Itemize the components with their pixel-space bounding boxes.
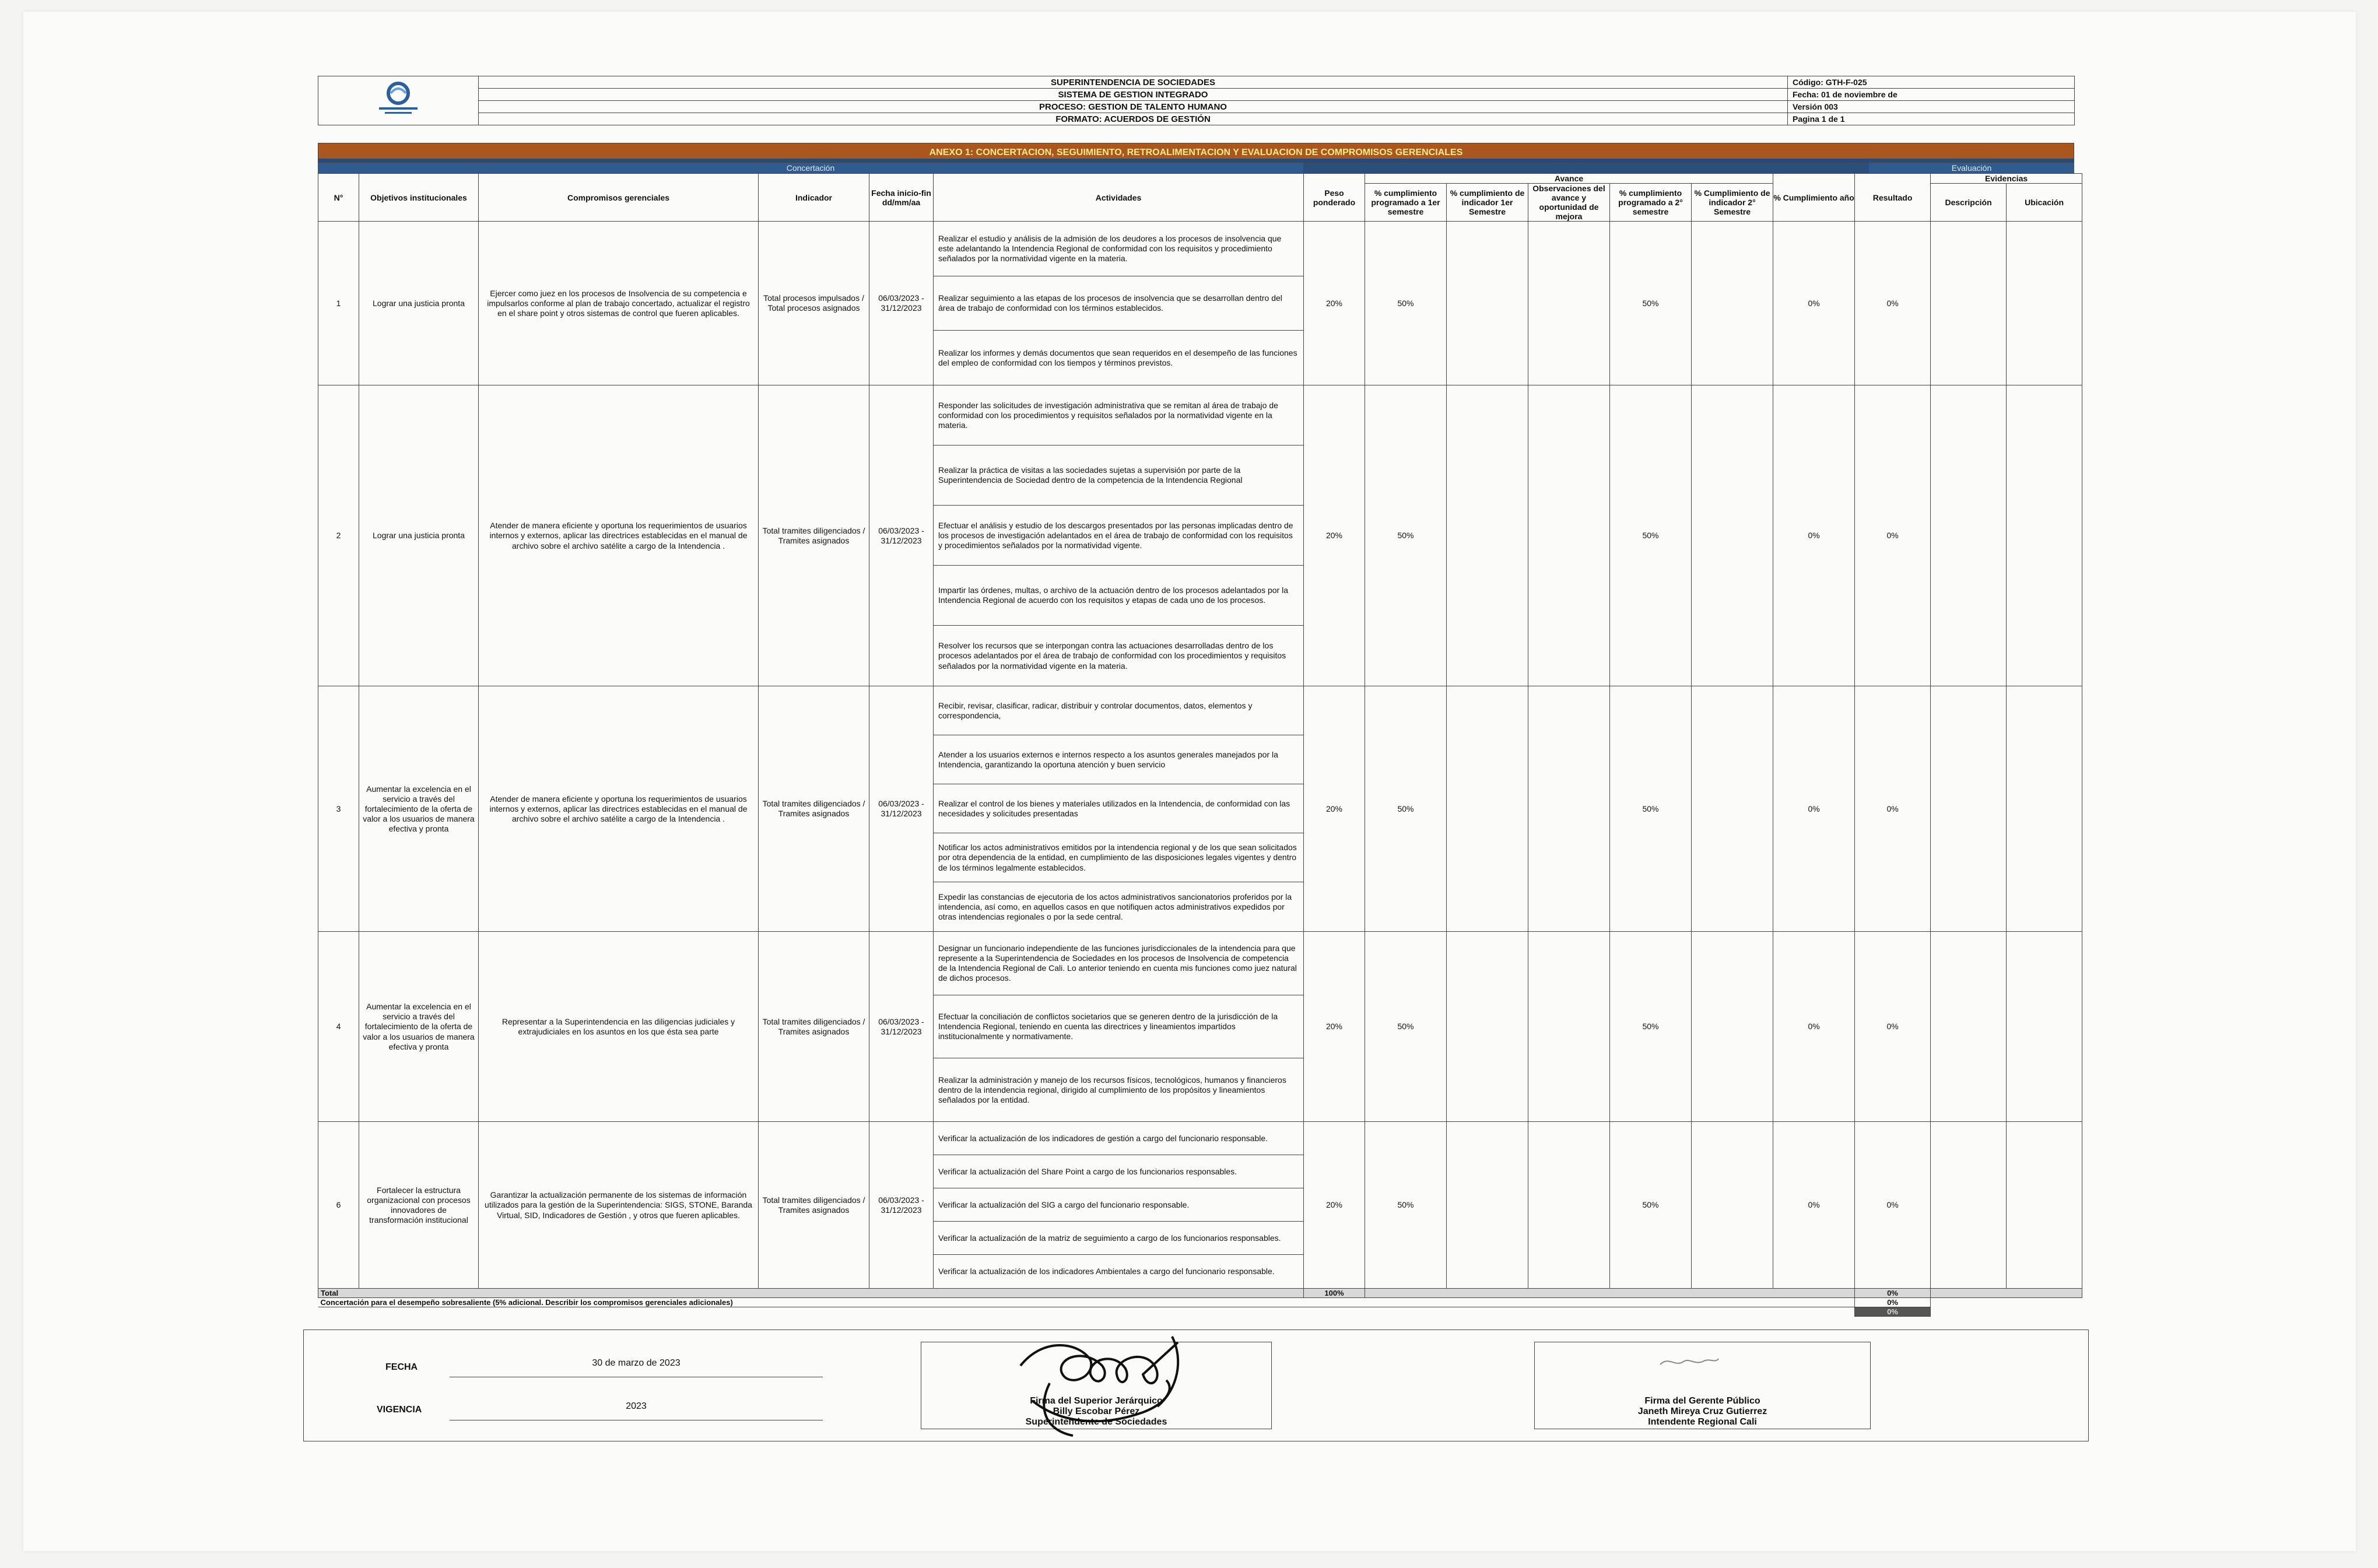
sig2-title: Intendente Regional Cali — [1648, 1417, 1757, 1427]
blank-cell — [318, 1307, 1855, 1317]
table-row — [318, 1122, 2082, 1289]
form-header — [318, 76, 2075, 125]
row-cumplimiento-ano: 0% — [1773, 222, 1855, 385]
doc-version: Versión 003 — [1788, 101, 2075, 113]
row-resultado: 0% — [1855, 385, 1931, 686]
signature-footer — [303, 1330, 2089, 1441]
activity-item: Realizar la administración y manejo de los recursos físicos, tecnológicos, humanos y financieros dentro de la intendencia regional, dirigido al cumplimiento de los propósitos y lineamientos señalados por la entidad. — [938, 1075, 1286, 1104]
row-prog2: 50% — [1610, 932, 1692, 1122]
row-prog1: 50% — [1365, 1122, 1447, 1289]
col-prog1: % cumplimiento programado a 1er semestre — [1365, 184, 1447, 222]
row-objetivo: Fortalecer la estructura organizacional con procesos innovadores de transformación institucional — [359, 1122, 479, 1289]
row-resultado: 0% — [1855, 222, 1931, 385]
row-fecha: 06/03/2023 - 31/12/2023 — [869, 222, 934, 385]
supersociedades-logo-icon — [372, 79, 425, 120]
row-fecha: 06/03/2023 - 31/12/2023 — [869, 932, 934, 1122]
row-ubicacion — [2007, 686, 2082, 932]
row-number: 1 — [318, 222, 359, 385]
row-descripcion — [1931, 222, 2007, 385]
col-ubicacion: Ubicación — [2007, 184, 2082, 222]
row-descripcion — [1931, 686, 2007, 932]
org-name: SUPERINTENDENCIA DE SOCIEDADES — [479, 76, 1788, 89]
row-fecha: 06/03/2023 - 31/12/2023 — [869, 385, 934, 686]
seguimiento-spacer — [1303, 163, 1869, 173]
superior-signature-box — [921, 1342, 1272, 1429]
row-peso: 20% — [1304, 686, 1365, 932]
doc-page: Pagina 1 de 1 — [1788, 113, 2075, 125]
fecha-label: FECHA — [385, 1362, 418, 1372]
row-observaciones — [1528, 385, 1610, 686]
row-ind1 — [1447, 686, 1528, 932]
blank-cell — [1931, 1307, 2082, 1317]
row-actividades — [934, 932, 1304, 1122]
row-ubicacion — [2007, 932, 2082, 1122]
table-row — [318, 686, 2082, 932]
col-descripcion: Descripción — [1931, 184, 2007, 222]
sig1-name: Billy Escobar Pérez — [1053, 1406, 1140, 1416]
vigencia-label: VIGENCIA — [377, 1405, 422, 1415]
col-actividades: Actividades — [934, 174, 1304, 222]
row-observaciones — [1528, 222, 1610, 385]
col-ind1: % cumplimiento de indicador 1er Semestre — [1447, 184, 1528, 222]
col-ind2: % Cumplimiento de indicador 2° Semestre — [1692, 184, 1773, 222]
row-ind2 — [1692, 222, 1773, 385]
row-objetivo: Aumentar la excelencia en el servicio a través del fortalecimiento de la oferta de valor a los usuarios de manera efectiva y pronta — [359, 932, 479, 1122]
row-cumplimiento-ano: 0% — [1773, 932, 1855, 1122]
activity-item: Verificar la actualización del Share Point a cargo de los funcionarios responsables. — [934, 1155, 1303, 1188]
row-observaciones — [1528, 932, 1610, 1122]
superior-handwritten-signature — [1009, 1325, 1195, 1453]
row-objetivo: Lograr una justicia pronta — [359, 385, 479, 686]
row-ubicacion — [2007, 1122, 2082, 1289]
activity-item: Realizar la práctica de visitas a las sociedades sujetas a supervisión por parte de la Superintendencia de Sociedad dentro de la competencia de la Intendencia Regional — [934, 446, 1303, 506]
format-name: FORMATO: ACUERDOS DE GESTIÓN — [479, 113, 1788, 125]
row-observaciones — [1528, 686, 1610, 932]
row-ind2 — [1692, 932, 1773, 1122]
acuerdo-de-gestion-form — [318, 76, 2074, 1317]
doc-code: Código: GTH-F-025 — [1788, 76, 2075, 89]
col-evidencias: Evidencias — [1931, 174, 2082, 184]
row-ind1 — [1447, 932, 1528, 1122]
table-row — [318, 932, 2082, 1122]
col-fecha: Fecha inicio-fin dd/mm/aa — [869, 174, 934, 222]
total-spacer — [1365, 1289, 1855, 1298]
row-objetivo: Lograr una justicia pronta — [359, 222, 479, 385]
row-prog2: 50% — [1610, 222, 1692, 385]
sig1-title: Superintendente de Sociedades — [1025, 1417, 1167, 1427]
row-ubicacion — [2007, 222, 2082, 385]
row-peso: 20% — [1304, 1122, 1365, 1289]
row-prog1: 50% — [1365, 385, 1447, 686]
row-actividades — [934, 1122, 1304, 1289]
activity-item: Resolver los recursos que se interpongan contra las actuaciones desarrolladas dentro de los procesos adelantados por el área de trabajo de conformidad con los procedimientos y requisitos señalados por la normatividad vigente en la materia. — [938, 641, 1286, 671]
row-prog1: 50% — [1365, 222, 1447, 385]
sig1-role: Firma del Superior Jerárquico — [1030, 1396, 1163, 1406]
activity-item: Verificar la actualización del SIG a cargo del funcionario responsable. — [934, 1188, 1303, 1222]
row-compromiso: Atender de manera eficiente y oportuna los requerimientos de usuarios internos y externos, aplicar las directrices establecidas en el manual de archivo sobre el archivo satélite a cargo de la Intendencia . — [479, 385, 759, 686]
row-prog2: 50% — [1610, 1122, 1692, 1289]
activity-item: Designar un funcionario independiente de las funciones jurisdiccionales de la intendencia para que represente a la Superintendencia de Sociedades en los procesos de Insolvencia de competencia de la Intendencia Regional de Cali. Lo anterior teniendo en cuenta mis funciones como juez natural de dichos procesos. — [934, 932, 1303, 995]
activity-item: Responder las solicitudes de investigación administrativa que se remitan al área de trabajo de conformidad con los procedimientos y requisitos señalados por la normatividad vigente en la materia. — [934, 385, 1303, 446]
row-prog1: 50% — [1365, 932, 1447, 1122]
col-indicador: Indicador — [759, 174, 869, 222]
row-ind1 — [1447, 385, 1528, 686]
row-resultado: 0% — [1855, 1122, 1931, 1289]
row-number: 3 — [318, 686, 359, 932]
row-prog2: 50% — [1610, 686, 1692, 932]
row-indicador: Total tramites diligenciados / Tramites asignados — [759, 1122, 869, 1289]
row-fecha: 06/03/2023 - 31/12/2023 — [869, 686, 934, 932]
section-bar — [318, 163, 2074, 173]
col-cumplimiento-ano: % Cumplimiento año — [1773, 174, 1855, 222]
row-ind2 — [1692, 686, 1773, 932]
activity-item: Verificar la actualización de los indicadores de gestión a cargo del funcionario responsable. — [934, 1122, 1303, 1155]
activity-item: Impartir las órdenes, multas, o archivo de la actuación dentro de los procesos adelantados por la Intendencia Regional de acuerdo con los requisitos y etapas de cada uno de los procesos. — [934, 566, 1303, 626]
row-fecha: 06/03/2023 - 31/12/2023 — [869, 1122, 934, 1289]
row-ind1 — [1447, 222, 1528, 385]
col-objetivos: Objetivos institucionales — [359, 174, 479, 222]
row-cumplimiento-ano: 0% — [1773, 385, 1855, 686]
table-row — [318, 385, 2082, 686]
row-actividades — [934, 222, 1304, 385]
activity-item: Expedir las constancias de ejecutoria de los actos administrativos sancionatorios proferidos por la intendencia, así como, en aquellos casos en que notifiquen actos administrativos expedidos por otras intendencias regionales o por la sede central. — [938, 892, 1292, 921]
row-descripcion — [1931, 932, 2007, 1122]
row-peso: 20% — [1304, 932, 1365, 1122]
table-row — [318, 222, 2082, 385]
col-compromisos: Compromisos gerenciales — [479, 174, 759, 222]
row-ind1 — [1447, 1122, 1528, 1289]
blank-cell — [1931, 1298, 2082, 1307]
row-prog1: 50% — [1365, 686, 1447, 932]
row-peso: 20% — [1304, 385, 1365, 686]
evaluacion-label: Evaluación — [1869, 163, 2074, 173]
row-resultado: 0% — [1855, 932, 1931, 1122]
row-resultado: 0% — [1855, 686, 1931, 932]
row-ind2 — [1692, 1122, 1773, 1289]
col-avance: Avance — [1365, 174, 1773, 184]
process-name: PROCESO: GESTION DE TALENTO HUMANO — [479, 101, 1788, 113]
total-peso: 100% — [1304, 1289, 1365, 1298]
total-label: Total — [318, 1289, 1304, 1298]
final-resultado: 0% — [1855, 1307, 1931, 1317]
col-peso: Peso ponderado — [1304, 174, 1365, 222]
row-number: 4 — [318, 932, 359, 1122]
col-resultado: Resultado — [1855, 174, 1931, 222]
activity-item: Notificar los actos administrativos emitidos por la intendencia regional y de los que sean solicitados por otra dependencia de la entidad, en cumplimiento de las disposiciones legales vigentes y dentro de los términos legalmente establecidos. — [934, 833, 1303, 882]
activity-item: Atender a los usuarios externos e internos respecto a los asuntos generales manejados por la Intendencia, garantizando la oportuna atención y buen servicio — [934, 735, 1303, 784]
row-number: 2 — [318, 385, 359, 686]
concertacion-label: Concertación — [318, 163, 1303, 173]
concertacion-resultado: 0% — [1855, 1298, 1931, 1307]
gerente-handwritten-signature — [1657, 1353, 1721, 1370]
row-ubicacion — [2007, 385, 2082, 686]
activity-item: Recibir, revisar, clasificar, radicar, distribuir y controlar documentos, datos, elementos y correspondencia, — [934, 686, 1303, 735]
activity-item: Realizar los informes y demás documentos que sean requeridos en el desempeño de las funciones del empleo de conformidad con los tiempos y términos previstos. — [938, 348, 1297, 367]
activity-item: Verificar la actualización de los indicadores Ambientales a cargo del funcionario responsable. — [938, 1267, 1275, 1276]
concertacion-sobresaliente-label: Concertación para el desempeño sobresaliente (5% adicional. Describir los compromisos gerenciales adicionales) — [318, 1298, 1855, 1307]
vigencia-value: 2023 — [450, 1401, 823, 1420]
row-compromiso: Atender de manera eficiente y oportuna los requerimientos de usuarios internos y externos, aplicar las directrices establecidas en el manual de archivo sobre el archivo satélite a cargo de la Intendencia . — [479, 686, 759, 932]
row-objetivo: Aumentar la excelencia en el servicio a través del fortalecimiento de la oferta de valor a los usuarios de manera efectiva y pronta — [359, 686, 479, 932]
row-indicador: Total tramites diligenciados / Tramites asignados — [759, 932, 869, 1122]
col-observaciones: Observaciones del avance y oportunidad de mejora — [1528, 184, 1610, 222]
total-resultado: 0% — [1855, 1289, 1931, 1298]
logo-cell — [318, 76, 479, 125]
activity-item: Realizar seguimiento a las etapas de los procesos de insolvencia que se desarrollan dentro del área de trabajo de conformidad con los términos establecidos. — [934, 276, 1303, 331]
row-compromiso: Ejercer como juez en los procesos de Insolvencia de su competencia e impulsarlos conforme al plan de trabajo concertado, actualizar el registro en el share point y otros sistemas de control que fueren aplicables. — [479, 222, 759, 385]
row-ind2 — [1692, 385, 1773, 686]
row-cumplimiento-ano: 0% — [1773, 1122, 1855, 1289]
activity-item: Efectuar el análisis y estudio de los descargos presentados por las personas implicadas dentro de los procesos de investigación adelantados en el área de trabajo de conformidad con los requisitos y procedimientos señalados por la normatividad vigente. — [934, 506, 1303, 566]
row-actividades — [934, 385, 1304, 686]
activity-item: Realizar el estudio y análisis de la admisión de los deudores a los procesos de insolvencia que este adelantando la Intendencia Regional de conformidad con los requisitos y procedimiento señalados por la normatividad vigente en la materia. — [934, 222, 1303, 276]
row-descripcion — [1931, 385, 2007, 686]
row-compromiso: Garantizar la actualización permanente de los sistemas de información utilizados para la gestión de la Superintendencia: SIGS, STONE, Baranda Virtual, SID, Indicadores de Gestión , y otros que fueren aplicables. — [479, 1122, 759, 1289]
sig2-name: Janeth Mireya Cruz Gutierrez — [1637, 1406, 1767, 1416]
row-prog2: 50% — [1610, 385, 1692, 686]
doc-date: Fecha: 01 de noviembre de — [1788, 89, 2075, 101]
row-indicador: Total tramites diligenciados / Tramites asignados — [759, 686, 869, 932]
annex-banner: ANEXO 1: CONCERTACION, SEGUIMIENTO, RETROALIMENTACION Y EVALUACION DE COMPROMISOS GERENCIALES — [318, 143, 2074, 163]
row-indicador: Total tramites diligenciados / Tramites asignados — [759, 385, 869, 686]
activity-item: Verificar la actualización de la matriz de seguimiento a cargo de los funcionarios responsables. — [934, 1222, 1303, 1255]
commitments-table — [318, 173, 2082, 1317]
col-num: N° — [318, 174, 359, 222]
gerente-signature-box — [1534, 1342, 1871, 1429]
row-compromiso: Representar a la Superintendencia en las diligencias judiciales y extrajudiciales en los asuntos en los que ésta sea parte — [479, 932, 759, 1122]
sig2-role: Firma del Gerente Público — [1644, 1396, 1760, 1406]
col-prog2: % cumplimiento programado a 2° semestre — [1610, 184, 1692, 222]
row-descripcion — [1931, 1122, 2007, 1289]
fecha-value: 30 de marzo de 2023 — [450, 1358, 823, 1377]
row-indicador: Total procesos impulsados / Total procesos asignados — [759, 222, 869, 385]
row-observaciones — [1528, 1122, 1610, 1289]
activity-item: Realizar el control de los bienes y materiales utilizados en la Intendencia, de conformidad con las necesidades y solicitudes presentadas — [934, 784, 1303, 833]
row-peso: 20% — [1304, 222, 1365, 385]
total-evid-spacer — [1931, 1289, 2082, 1298]
row-number: 6 — [318, 1122, 359, 1289]
row-actividades — [934, 686, 1304, 932]
activity-item: Efectuar la conciliación de conflictos societarios que se generen dentro de la jurisdicción de la Intendencia Regional, teniendo en cuenta las directrices y lineamientos impartidos institucionalmente y normativamente. — [934, 995, 1303, 1058]
system-name: SISTEMA DE GESTION INTEGRADO — [479, 89, 1788, 101]
row-cumplimiento-ano: 0% — [1773, 686, 1855, 932]
